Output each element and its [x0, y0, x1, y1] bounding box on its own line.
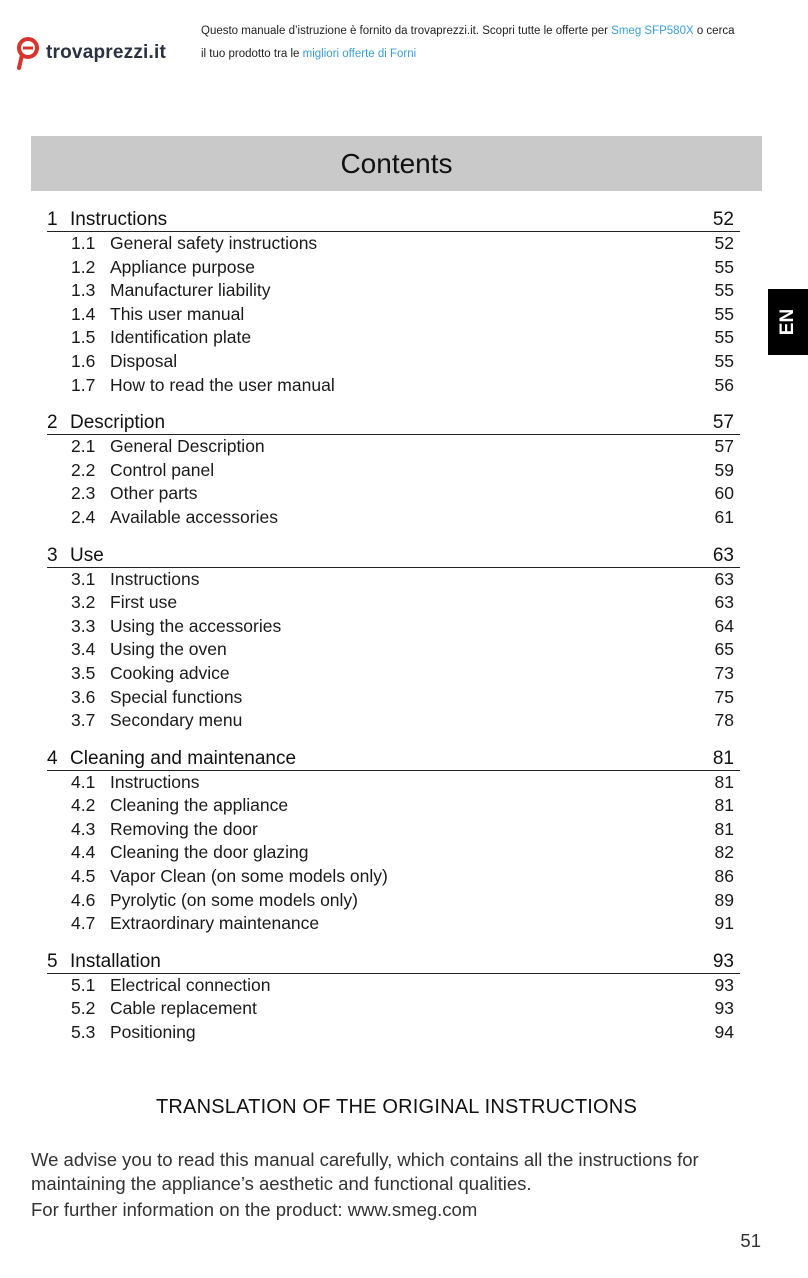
product-link[interactable]: Smeg SFP580X — [611, 25, 694, 37]
toc-section — [47, 200, 740, 397]
item-number: 3.5 — [71, 662, 96, 683]
toc-section-heading[interactable] — [47, 739, 740, 771]
item-page: 81 — [714, 771, 734, 792]
toc-item[interactable] — [47, 997, 740, 1021]
item-page: 91 — [714, 913, 734, 934]
item-number: 5.3 — [71, 1022, 96, 1043]
item-title: Pyrolytic (on some models only) — [110, 889, 358, 910]
toc-section-heading[interactable] — [47, 536, 740, 568]
item-page: 73 — [714, 662, 734, 683]
toc-section — [47, 536, 740, 733]
section-title: Installation — [70, 950, 161, 972]
item-page: 63 — [714, 592, 734, 613]
banner-line-1-suffix: o cerca — [693, 25, 735, 37]
item-title-group — [71, 686, 242, 710]
toc-item[interactable] — [47, 974, 740, 998]
item-page: 55 — [714, 256, 734, 277]
item-title-group — [71, 997, 257, 1021]
toc-item[interactable] — [47, 841, 740, 865]
item-title-group — [71, 709, 242, 733]
item-page: 94 — [714, 1022, 734, 1043]
offers-link[interactable]: migliori offerte di Forni — [302, 48, 417, 60]
item-title-group — [71, 1021, 196, 1045]
contents-title: Contents — [340, 147, 453, 179]
trovaprezzi-logo[interactable] — [16, 36, 166, 70]
item-title-group — [71, 435, 265, 459]
section-title-group — [47, 951, 161, 973]
item-title: Identification plate — [110, 327, 252, 348]
item-number: 5.1 — [71, 974, 96, 995]
toc-item[interactable] — [47, 794, 740, 818]
toc-item[interactable] — [47, 303, 740, 327]
toc-item[interactable] — [47, 638, 740, 662]
item-page: 63 — [714, 568, 734, 589]
table-of-contents — [47, 200, 740, 1051]
section-title-group — [47, 748, 296, 770]
item-title-group — [71, 591, 177, 615]
item-page: 93 — [714, 998, 734, 1019]
item-title-group — [71, 638, 227, 662]
toc-section-heading[interactable] — [47, 200, 740, 232]
item-title: Appliance purpose — [110, 256, 255, 277]
item-number: 1.4 — [71, 303, 96, 324]
item-title: Vapor Clean (on some models only) — [110, 866, 388, 887]
item-page: 55 — [714, 303, 734, 324]
item-number: 3.4 — [71, 639, 96, 660]
section-title: Cleaning and maintenance — [70, 747, 297, 769]
item-number: 4.2 — [71, 795, 96, 816]
section-number: 3 — [47, 544, 58, 566]
toc-item[interactable] — [47, 568, 740, 592]
item-page: 82 — [714, 842, 734, 863]
item-page: 65 — [714, 639, 734, 660]
toc-item[interactable] — [47, 912, 740, 936]
item-title-group — [71, 506, 278, 530]
toc-item[interactable] — [47, 591, 740, 615]
section-page: 57 — [712, 412, 734, 434]
item-title-group — [71, 279, 270, 303]
toc-item[interactable] — [47, 709, 740, 733]
toc-item[interactable] — [47, 256, 740, 280]
section-title-group — [47, 209, 167, 231]
item-title-group — [71, 974, 271, 998]
toc-item[interactable] — [47, 818, 740, 842]
item-title: First use — [110, 592, 178, 613]
item-title-group — [71, 459, 214, 483]
item-number: 4.4 — [71, 842, 96, 863]
item-number: 1.5 — [71, 327, 96, 348]
item-number: 2.3 — [71, 483, 96, 504]
item-title: Manufacturer liability — [110, 280, 271, 301]
item-title-group — [71, 615, 281, 639]
logo-text: trovaprezzi.it — [46, 42, 166, 63]
toc-item[interactable] — [47, 459, 740, 483]
toc-section-heading[interactable] — [47, 403, 740, 435]
section-number: 5 — [47, 950, 58, 972]
toc-item[interactable] — [47, 482, 740, 506]
item-title: Other parts — [110, 483, 198, 504]
toc-item[interactable] — [47, 1021, 740, 1045]
toc-item[interactable] — [47, 435, 740, 459]
item-page: 64 — [714, 615, 734, 636]
item-page: 78 — [714, 710, 734, 731]
banner-line-2 — [201, 43, 781, 66]
section-title-group — [47, 412, 165, 434]
item-page: 81 — [714, 818, 734, 839]
item-title-group — [71, 482, 198, 506]
item-number: 3.1 — [71, 568, 96, 589]
section-title-group — [47, 545, 104, 567]
toc-item[interactable] — [47, 232, 740, 256]
item-title: Using the accessories — [110, 615, 282, 636]
item-title-group — [71, 771, 199, 795]
item-title-group — [71, 662, 230, 686]
item-number: 1.7 — [71, 374, 96, 395]
item-title: Cleaning the appliance — [110, 795, 289, 816]
toc-item[interactable] — [47, 771, 740, 795]
item-number: 5.2 — [71, 998, 96, 1019]
language-tab[interactable] — [768, 289, 808, 355]
section-title: Description — [70, 412, 166, 434]
item-title-group — [71, 568, 199, 592]
toc-item[interactable] — [47, 506, 740, 530]
item-title: Special functions — [110, 686, 243, 707]
item-number: 4.5 — [71, 866, 96, 887]
item-title-group — [71, 794, 288, 818]
item-page: 55 — [714, 350, 734, 371]
section-number: 2 — [47, 412, 58, 434]
item-number: 2.1 — [71, 436, 96, 457]
section-title: Instructions — [70, 209, 168, 230]
item-title: Cable replacement — [110, 998, 257, 1019]
toc-section — [47, 942, 740, 1045]
further-info: For further information on the product: www.smeg.com — [31, 1199, 478, 1220]
section-title: Use — [70, 544, 104, 566]
item-page: 86 — [714, 866, 734, 887]
item-page: 56 — [714, 374, 734, 395]
section-number: 1 — [47, 209, 58, 230]
item-title: Available accessories — [110, 506, 278, 527]
item-page: 52 — [714, 233, 734, 253]
banner-line-2-prefix: il tuo prodotto tra le — [201, 48, 303, 60]
item-title: Extraordinary maintenance — [110, 913, 320, 934]
toc-section — [47, 403, 740, 529]
toc-item[interactable] — [47, 279, 740, 303]
item-page: 81 — [714, 795, 734, 816]
item-number: 4.3 — [71, 818, 96, 839]
item-title-group — [71, 865, 388, 889]
item-title-group — [71, 841, 308, 865]
trovaprezzi-logo-icon — [16, 36, 42, 70]
item-title: Instructions — [110, 771, 200, 792]
item-title-group — [71, 374, 335, 398]
toc-section-heading[interactable] — [47, 942, 740, 974]
item-page: 60 — [714, 483, 734, 504]
item-title-group — [71, 303, 244, 327]
item-page: 59 — [714, 459, 734, 480]
item-title: Cooking advice — [110, 662, 230, 683]
item-title-group — [71, 912, 319, 936]
item-number: 4.6 — [71, 889, 96, 910]
item-title-group — [71, 232, 317, 256]
item-number: 2.4 — [71, 506, 96, 527]
banner-line-1-prefix: Questo manuale d’istruzione è fornito da trovaprezzi.it. Scopri tutte le offerte per — [201, 25, 612, 37]
item-title: Cleaning the door glazing — [110, 842, 309, 863]
item-title: Control panel — [110, 459, 215, 480]
toc-item[interactable] — [47, 889, 740, 913]
item-number: 3.3 — [71, 615, 96, 636]
item-title: Using the oven — [110, 639, 227, 660]
item-number: 2.2 — [71, 459, 96, 480]
item-number: 4.7 — [71, 913, 96, 934]
item-title: This user manual — [110, 303, 245, 324]
language-tab-label: EN — [777, 308, 798, 336]
item-number: 1.3 — [71, 280, 96, 301]
item-number: 3.2 — [71, 592, 96, 613]
page-number: 51 — [740, 1230, 761, 1251]
item-number: 1.2 — [71, 256, 96, 277]
item-number: 4.1 — [71, 771, 96, 792]
item-page: 75 — [714, 686, 734, 707]
item-page: 55 — [714, 327, 734, 348]
item-page: 89 — [714, 889, 734, 910]
toc-item[interactable] — [47, 350, 740, 374]
item-number: 3.6 — [71, 686, 96, 707]
item-title-group — [71, 256, 255, 280]
item-title: General Description — [110, 436, 265, 457]
section-page: 63 — [712, 544, 734, 566]
item-page: 57 — [714, 436, 734, 457]
item-number: 3.7 — [71, 710, 96, 731]
item-title-group — [71, 818, 258, 842]
item-number: 1.1 — [71, 233, 96, 253]
item-title: Removing the door — [110, 818, 258, 839]
item-title-group — [71, 326, 251, 350]
item-title: Electrical connection — [110, 974, 271, 995]
translation-title: TRANSLATION OF THE ORIGINAL INSTRUCTIONS — [155, 1096, 637, 1118]
toc-item[interactable] — [47, 662, 740, 686]
item-title-group — [71, 889, 358, 913]
toc-item[interactable] — [47, 326, 740, 350]
banner-line-1 — [201, 20, 781, 43]
section-number: 4 — [47, 747, 58, 769]
toc-item[interactable] — [47, 374, 740, 398]
toc-item[interactable] — [47, 615, 740, 639]
item-title: Positioning — [110, 1022, 196, 1043]
item-title: Instructions — [110, 568, 200, 589]
item-page: 61 — [714, 506, 734, 527]
toc-item[interactable] — [47, 865, 740, 889]
contents-header — [31, 136, 762, 191]
item-number: 1.6 — [71, 350, 96, 371]
toc-section — [47, 739, 740, 936]
section-page: 93 — [712, 950, 734, 972]
section-page: 81 — [712, 747, 734, 769]
item-title: How to read the user manual — [110, 374, 335, 395]
item-title: Secondary menu — [110, 710, 243, 731]
item-title: Disposal — [110, 350, 178, 371]
header-banner — [201, 20, 781, 66]
advice-paragraph: We advise you to read this manual carefully, which contains all the instructions for maintaining the appliance’s aesthetic and functional qualities. — [31, 1149, 699, 1194]
item-page: 55 — [714, 280, 734, 301]
toc-item[interactable] — [47, 686, 740, 710]
item-page: 93 — [714, 974, 734, 995]
section-page: 52 — [712, 209, 734, 230]
item-title: General safety instructions — [110, 233, 318, 253]
item-title-group — [71, 350, 177, 374]
